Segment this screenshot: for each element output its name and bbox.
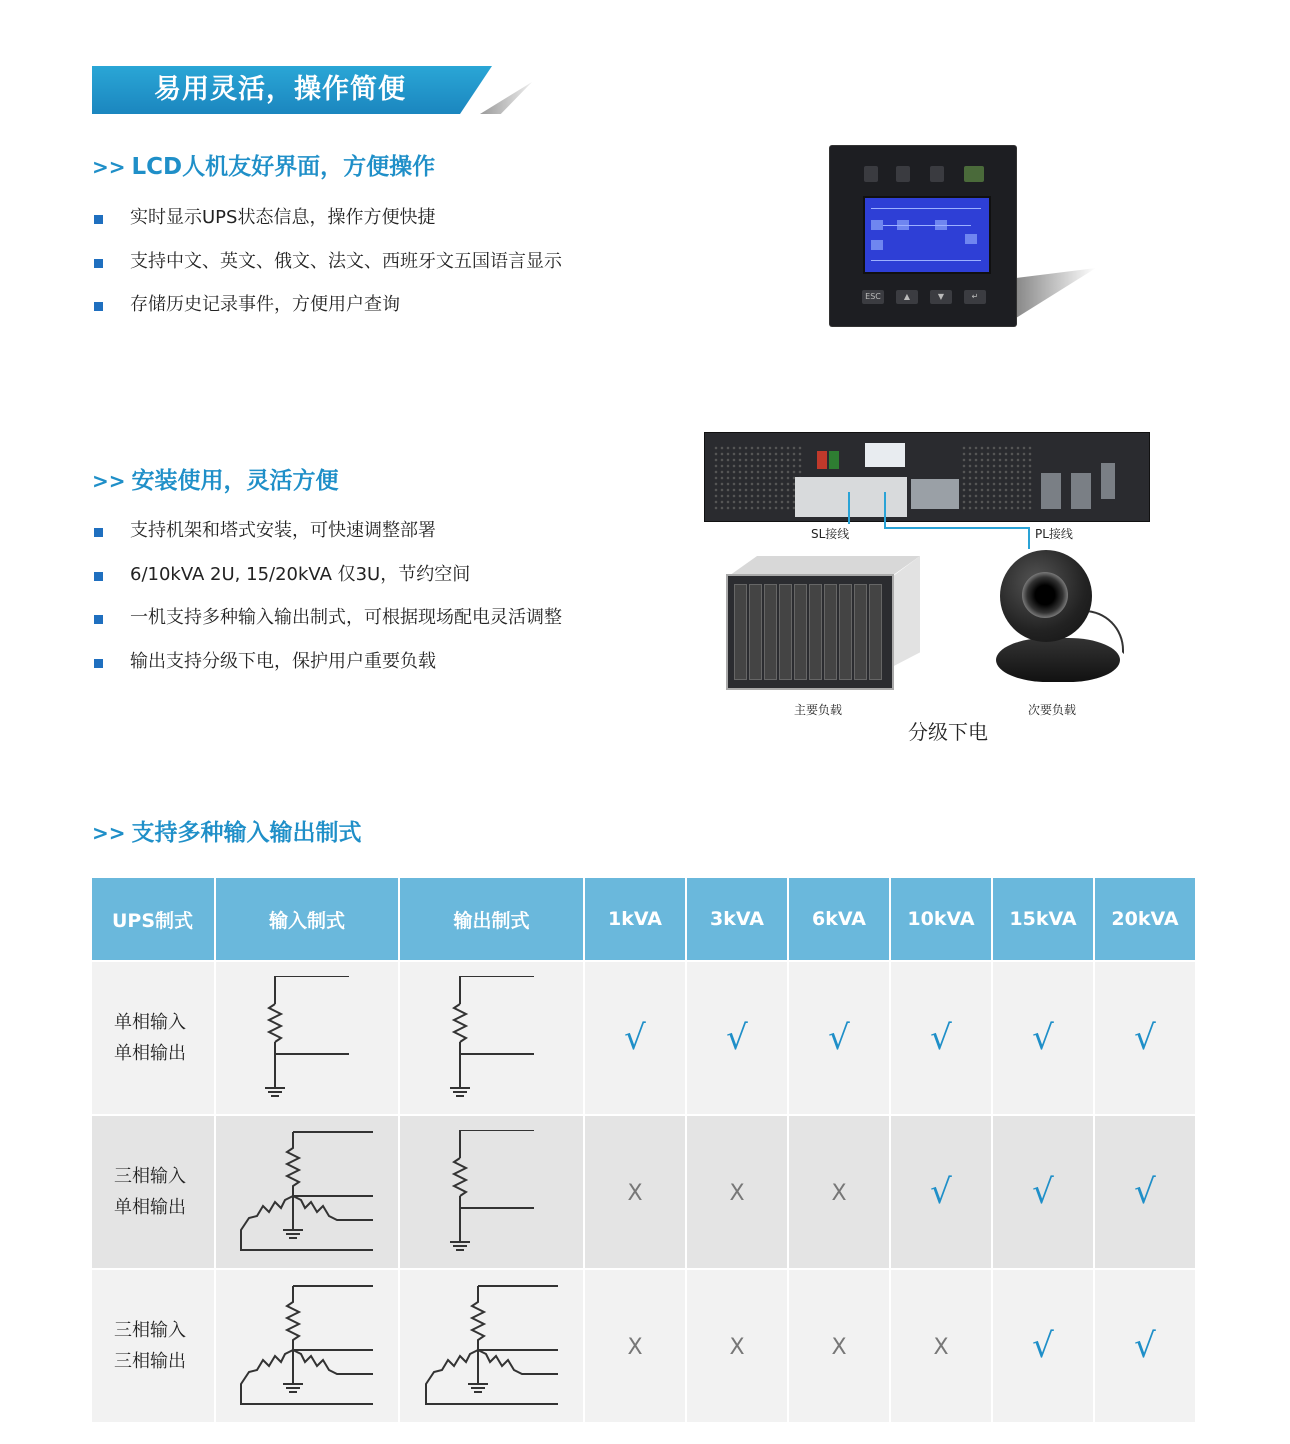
capacity-cell xyxy=(992,961,1094,1115)
bullet-square-icon xyxy=(94,659,103,668)
bullet-list-lcd xyxy=(94,204,562,335)
mode-cell: 三相输入 三相输出 xyxy=(92,1269,215,1422)
section-heading-lcd xyxy=(92,148,435,181)
sl-label: SL接线 xyxy=(811,527,850,541)
capacity-cell xyxy=(584,1269,686,1422)
chevron-icon: >> xyxy=(92,155,126,179)
list-item: 输出支持分级下电，保护用户重要负载 xyxy=(94,648,562,692)
supported-check-mark: √ xyxy=(624,1018,646,1058)
capacity-cell xyxy=(1094,1115,1196,1269)
banner-shadow xyxy=(480,82,532,114)
supported-check-mark: √ xyxy=(726,1018,748,1058)
webcam-image xyxy=(996,550,1126,690)
capacity-cell xyxy=(1094,1269,1196,1422)
lcd-panel-image xyxy=(830,146,1016,326)
section-heading-install xyxy=(92,462,339,495)
supported-check-mark: √ xyxy=(828,1018,850,1058)
section-heading-modes xyxy=(92,814,362,847)
bullet-square-icon xyxy=(94,259,103,268)
list-item: 支持机架和塔式安装，可快速调整部署 xyxy=(94,517,562,561)
bullet-square-icon xyxy=(94,302,103,311)
input-schematic-cell xyxy=(215,961,399,1115)
column-header: 15kVA xyxy=(992,878,1094,961)
bullet-square-icon xyxy=(94,215,103,224)
list-item: 一机支持多种输入输出制式，可根据现场配电灵活调整 xyxy=(94,604,562,648)
three-phase-schematic-icon xyxy=(237,1130,377,1254)
column-header: UPS制式 xyxy=(92,878,215,961)
single-phase-schematic-icon xyxy=(257,976,357,1100)
unsupported-mark: X xyxy=(729,1335,745,1360)
capacity-cell xyxy=(584,1115,686,1269)
power-button-icon xyxy=(964,166,984,182)
three-phase-schematic-icon xyxy=(237,1284,377,1408)
capacity-cell xyxy=(686,1115,788,1269)
supported-check-mark: √ xyxy=(930,1018,952,1058)
capacity-cell xyxy=(992,1115,1094,1269)
bullet-square-icon xyxy=(94,615,103,624)
output-schematic-cell xyxy=(399,961,584,1115)
bullet-square-icon xyxy=(94,528,103,537)
unsupported-mark: X xyxy=(933,1335,949,1360)
section-heading-text: LCD人机友好界面，方便操作 xyxy=(131,154,436,180)
enter-button: ↵ xyxy=(964,290,986,304)
banner-title: 易用灵活，操作简便 xyxy=(154,74,406,105)
column-header: 输出制式 xyxy=(399,878,584,961)
mode-cell: 单相输入 单相输出 xyxy=(92,961,215,1115)
table-header-row xyxy=(92,878,1196,961)
capacity-cell xyxy=(890,1269,992,1422)
column-header: 6kVA xyxy=(788,878,890,961)
table-row xyxy=(92,1269,1196,1422)
supported-check-mark: √ xyxy=(1134,1018,1156,1058)
bullet-list-install xyxy=(94,517,562,691)
output-schematic-cell xyxy=(399,1115,584,1269)
column-header: 20kVA xyxy=(1094,878,1196,961)
supported-check-mark: √ xyxy=(1134,1326,1156,1366)
output-schematic-cell xyxy=(399,1269,584,1422)
lcd-shadow xyxy=(1016,268,1096,318)
up-button: ▲ xyxy=(896,290,918,304)
panel-icon xyxy=(930,166,944,182)
capacity-cell xyxy=(788,961,890,1115)
down-button: ▼ xyxy=(930,290,952,304)
capacity-cell xyxy=(890,1115,992,1269)
section-heading-text: 支持多种输入输出制式 xyxy=(131,820,362,846)
pl-label: PL接线 xyxy=(1035,527,1073,541)
list-item: 存储历史记录事件，方便用户查询 xyxy=(94,291,562,335)
capacity-cell xyxy=(1094,961,1196,1115)
pl-wire xyxy=(884,492,886,528)
unsupported-mark: X xyxy=(831,1335,847,1360)
list-item: 实时显示UPS状态信息，操作方便快捷 xyxy=(94,204,562,248)
sl-wire xyxy=(848,492,850,524)
capacity-cell xyxy=(686,961,788,1115)
esc-button: ESC xyxy=(862,290,884,304)
lcd-screen xyxy=(863,196,991,274)
unsupported-mark: X xyxy=(627,1181,643,1206)
input-schematic-cell xyxy=(215,1115,399,1269)
server-image xyxy=(726,556,920,686)
list-item: 6/10kVA 2U, 15/20kVA 仅3U，节约空间 xyxy=(94,561,562,605)
capacity-cell xyxy=(686,1269,788,1422)
secondary-load-label: 次要负载 xyxy=(1028,703,1077,717)
three-phase-schematic-icon xyxy=(422,1284,562,1408)
bullet-square-icon xyxy=(94,572,103,581)
supported-check-mark: √ xyxy=(930,1172,952,1212)
column-header: 1kVA xyxy=(584,878,686,961)
unsupported-mark: X xyxy=(627,1335,643,1360)
single-phase-schematic-icon xyxy=(442,976,542,1100)
capacity-cell xyxy=(788,1269,890,1422)
column-header: 10kVA xyxy=(890,878,992,961)
primary-load-label: 主要负载 xyxy=(794,703,843,717)
mode-cell: 三相输入 单相输出 xyxy=(92,1115,215,1269)
capacity-cell xyxy=(584,961,686,1115)
diagram-caption: 分级下电 xyxy=(908,720,988,744)
supported-check-mark: √ xyxy=(1032,1326,1054,1366)
chevron-icon: >> xyxy=(92,469,126,493)
list-item: 支持中文、英文、俄文、法文、西班牙文五国语言显示 xyxy=(94,248,562,292)
input-schematic-cell xyxy=(215,1269,399,1422)
ups-rear-panel-image xyxy=(704,432,1150,522)
capacity-cell xyxy=(992,1269,1094,1422)
supported-check-mark: √ xyxy=(1134,1172,1156,1212)
column-header: 3kVA xyxy=(686,878,788,961)
io-mode-table xyxy=(92,878,1197,1422)
column-header: 输入制式 xyxy=(215,878,399,961)
capacity-cell xyxy=(788,1115,890,1269)
unsupported-mark: X xyxy=(729,1181,745,1206)
capacity-cell xyxy=(890,961,992,1115)
chevron-icon: >> xyxy=(92,821,126,845)
section-banner xyxy=(92,66,532,114)
single-phase-schematic-icon xyxy=(442,1130,542,1254)
section-heading-text: 安装使用，灵活方便 xyxy=(131,468,339,494)
supported-check-mark: √ xyxy=(1032,1018,1054,1058)
unsupported-mark: X xyxy=(831,1181,847,1206)
table-row xyxy=(92,961,1196,1115)
supported-check-mark: √ xyxy=(1032,1172,1054,1212)
table-row xyxy=(92,1115,1196,1269)
panel-icon xyxy=(896,166,910,182)
panel-icon xyxy=(864,166,878,182)
